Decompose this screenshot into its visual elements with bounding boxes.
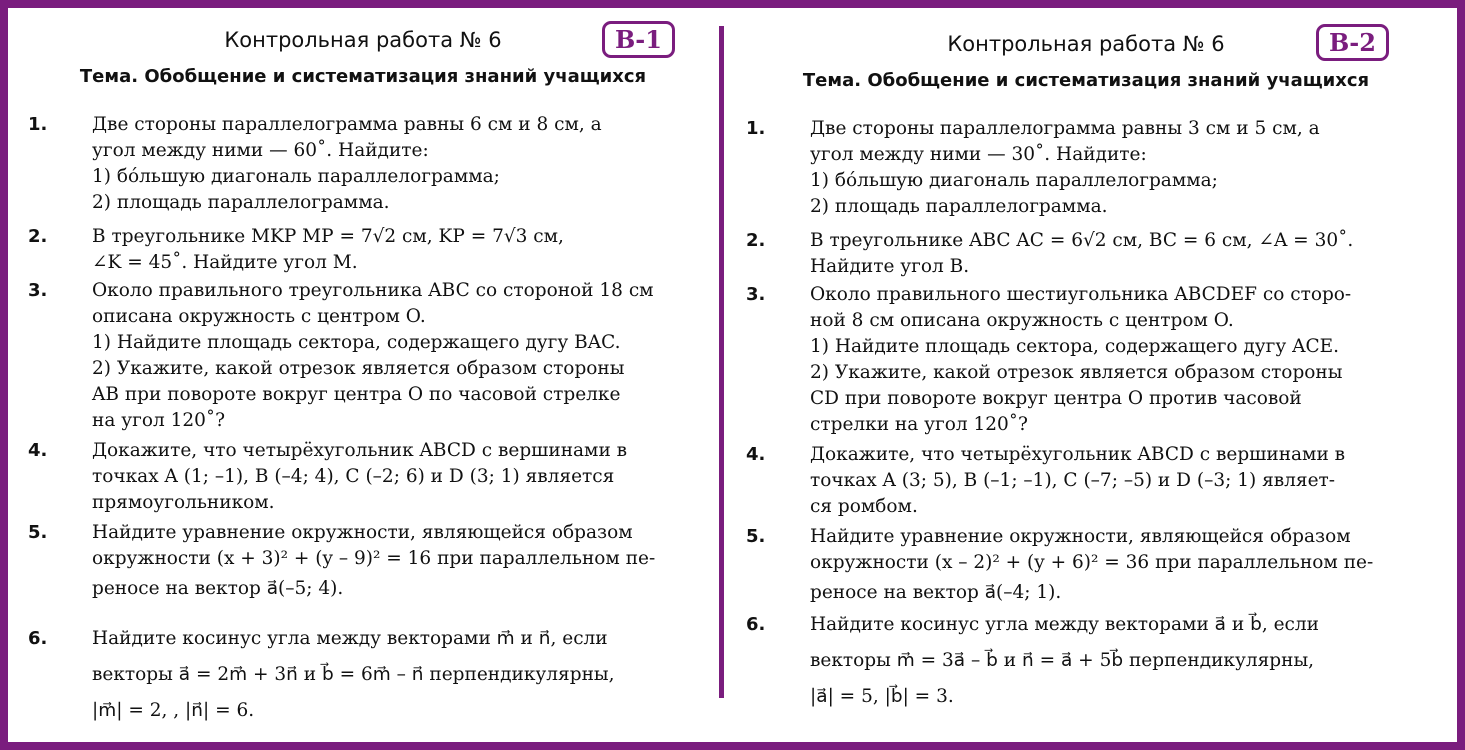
problem-line: описана окружность с центром O. [92,306,426,327]
problem-line: 2) Укажите, какой отрезок является образом стороны [810,362,1343,383]
problem-line: |a⃗| = 5, |b⃗| = 3. [810,686,954,707]
problem-number: 3. [28,280,48,301]
problem-number: 2. [28,226,48,247]
problem-number: 6. [28,628,48,649]
page-title: Контрольная работа № 6 [224,28,502,52]
variant-1 [28,8,698,742]
problem-line: реносе на вектор a⃗(–4; 1). [810,582,1062,603]
problem-line: 2) площадь параллелограмма. [810,196,1108,217]
problem-line: Найдите угол B. [810,256,970,277]
problem-number: 1. [746,118,766,139]
problem-line: 1) Найдите площадь сектора, содержащего дугу BAC. [92,332,621,353]
problem-line: |m⃗| = 2, , |n⃗| = 6. [92,700,255,721]
problem-line: окружности (x – 2)² + (y + 6)² = 36 при параллельном пе- [810,552,1374,573]
problem-number: 2. [746,230,766,251]
problem-line: окружности (x + 3)² + (y – 9)² = 16 при параллельном пе- [92,548,656,569]
problem-number: 6. [746,614,766,635]
problem-number: 4. [746,444,766,465]
problem-line: реносе на вектор a⃗(–5; 4). [92,578,344,599]
problem-line: Найдите уравнение окружности, являющейся образом [92,522,633,543]
problem-number: 5. [28,522,48,543]
problem-line: ся ромбом. [810,496,918,517]
problem-line: Две стороны параллелограмма равны 3 см и 5 см, а [810,118,1320,139]
problem-number: 3. [746,284,766,305]
problem-line: векторы a⃗ = 2m⃗ + 3n⃗ и b⃗ = 6m⃗ – n⃗ перпендикулярны, [92,664,615,685]
worksheet-page [8,8,1457,742]
problem-line: Найдите уравнение окружности, являющейся образом [810,526,1351,547]
problem-line: угол между ними — 60˚. Найдите: [92,140,429,161]
problem-line: ной 8 см описана окружность с центром O. [810,310,1234,331]
topic-heading: Тема. Обобщение и систематизация знаний учащихся [802,70,1370,91]
problem-number: 1. [28,114,48,135]
problem-line: точках A (3; 5), B (–1; –1), C (–7; –5) и D (–3; 1) являет- [810,470,1336,491]
page-title: Контрольная работа № 6 [947,32,1225,56]
problem-line: Докажите, что четырёхугольник ABCD с вершинами в [810,444,1346,465]
problem-line: Найдите косинус угла между векторами m⃗ и n⃗, если [92,628,608,649]
problem-line: угол между ними — 30˚. Найдите: [810,144,1147,165]
problem-line: 1) бóльшую диагональ параллелограмма; [810,170,1218,191]
problem-line: 2) площадь параллелограмма. [92,192,390,213]
variant-2 [746,8,1426,742]
problem-line: на угол 120˚? [92,410,226,431]
variant-badge: В-1 [602,21,675,58]
variant-badge: В-2 [1316,24,1389,61]
problem-line: Найдите косинус угла между векторами a⃗ и b⃗, если [810,614,1319,635]
problem-number: 5. [746,526,766,547]
problem-line: векторы m⃗ = 3a⃗ – b⃗ и n⃗ = a⃗ + 5b⃗ перпендикулярны, [810,650,1315,671]
problem-line: стрелки на угол 120˚? [810,414,1028,435]
problem-line: В треугольнике MKP MP = 7√2 см, KP = 7√3 см, [92,226,564,247]
problem-number: 4. [28,440,48,461]
problem-line: Докажите, что четырёхугольник ABCD с вершинами в [92,440,628,461]
problem-line: CD при повороте вокруг центра O против часовой [810,388,1302,409]
problem-line: Две стороны параллелограмма равны 6 см и 8 см, а [92,114,602,135]
problem-line: прямоугольником. [92,492,275,513]
problem-line: Около правильного шестиугольника ABCDEF со сторо- [810,284,1352,305]
problem-line: 1) Найдите площадь сектора, содержащего дугу ACE. [810,336,1340,357]
problem-line: ∠K = 45˚. Найдите угол M. [92,252,358,273]
column-divider [719,26,724,698]
problem-line: AB при повороте вокруг центра O по часовой стрелке [92,384,621,405]
problem-line: точках A (1; –1), B (–4; 4), C (–2; 6) и D (3; 1) является [92,466,615,487]
problem-line: Около правильного треугольника ABC со стороной 18 см [92,280,654,301]
topic-heading: Тема. Обобщение и систематизация знаний учащихся [79,66,647,87]
problem-line: В треугольнике ABC AC = 6√2 см, BC = 6 см, ∠A = 30˚. [810,230,1354,251]
problem-line: 1) бóльшую диагональ параллелограмма; [92,166,500,187]
problem-line: 2) Укажите, какой отрезок является образом стороны [92,358,625,379]
